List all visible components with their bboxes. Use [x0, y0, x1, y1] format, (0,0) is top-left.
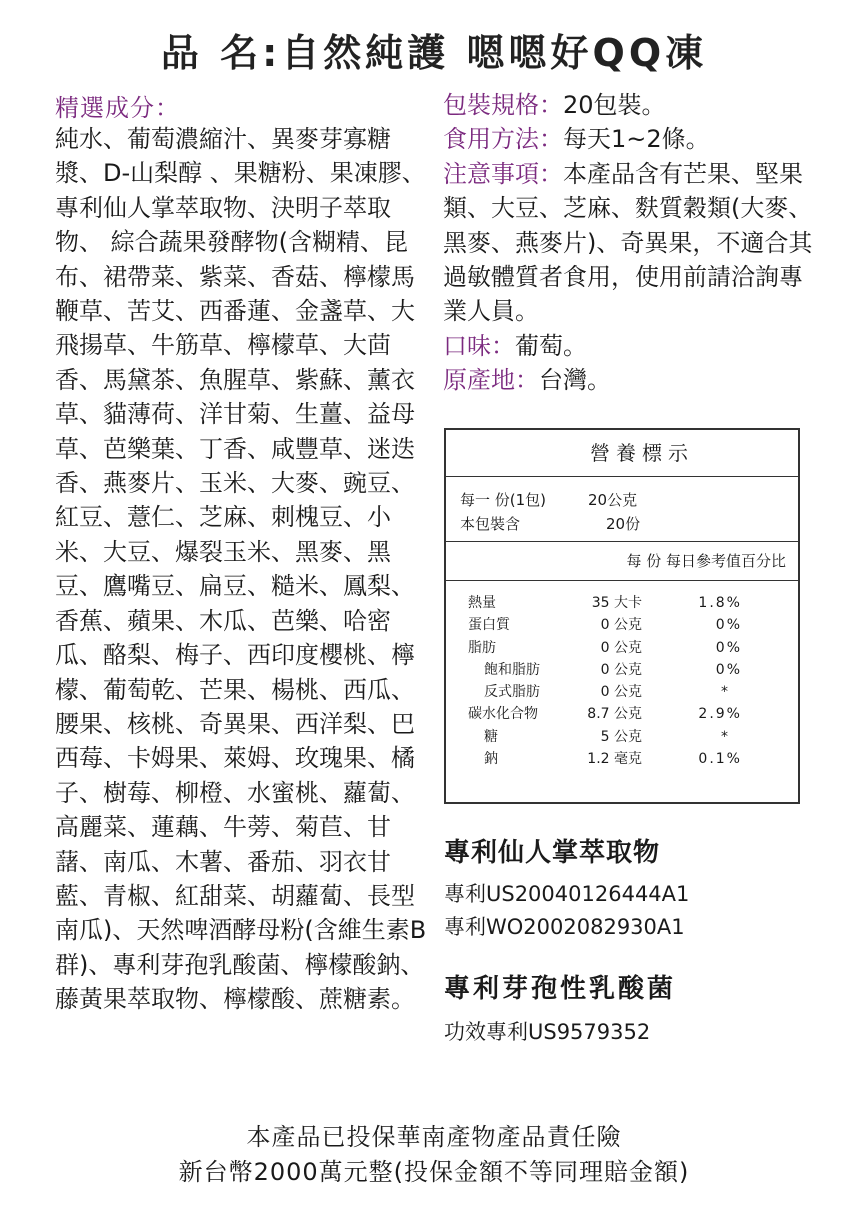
nutrition-row [446, 748, 798, 770]
flavor-label: 口味： [443, 331, 515, 360]
nutrient-amount: 8.7 公克 [587, 706, 642, 723]
serving-value: 20公克 [588, 491, 638, 509]
nutrient-name: 脂肪 [468, 639, 496, 656]
nutrition-row [446, 637, 798, 659]
nutrient-amount: 0 公克 [600, 639, 642, 656]
nutrient-name: 熱量 [468, 595, 496, 611]
spec-section [443, 88, 815, 398]
nutrient-daily-percent: * [721, 728, 730, 745]
ingredients-text: 純水、葡萄濃縮汁、異麥芽寡糖漿、D-山梨醇 、果糖粉、果凍膠、專利仙人掌萃取物、決明子萃取物、 綜合蔬果發酵物(含糊精、昆布、裙帶菜、紫菜、香菇、檸檬馬鞭草、苦艾、西番蓮、金盞草、大飛揚草、牛筋草、檸檬草、大茴香、馬黛茶、魚腥草、紫蘇、薰衣草、貓薄荷、洋甘菊、生薑、益母草、芭樂葉、丁香、咸豐草、迷迭香、燕麥片、玉米、大麥、豌豆、紅豆、薏仁、芝麻、刺槐豆、小米、大豆、爆裂玉米、黑麥、黑豆、鷹嘴豆、扁豆、糙米、鳳梨、香蕉、蘋果、木瓜、芭樂、哈密瓜、酪梨、梅子、西印度櫻桃、檸檬、葡萄乾、芒果、楊桃、西瓜、腰果、核桃、奇異果、西洋梨、巴西莓、卡姆果、萊姆、玫瑰果、橘子、樹莓、柳橙、水蜜桃、蘿蔔、高麗菜、蓮藕、牛蒡、菊苣、甘藷、南瓜、木薯、番茄、羽衣甘藍、青椒、紅甜菜、胡蘿蔔、長型南瓜)、天然啤酒酵母粉(含維生素B群)、專利芽孢乳酸菌、檸檬酸鈉、藤黃果萃取物、檸檬酸、蔗糖素。 [55, 125, 427, 1014]
nutrient-daily-percent: 0.1% [698, 751, 742, 768]
nutrient-name: 鈉 [484, 751, 498, 768]
ingredients-label: 精選成分： [55, 94, 180, 122]
notice-spec [443, 157, 815, 329]
nutrient-name: 糖 [484, 728, 498, 745]
nutrient-daily-percent: 0% [715, 661, 742, 678]
patent-number: 專利WO2002082930A1 [444, 915, 685, 939]
nutrient-daily-percent: 2.9% [698, 706, 742, 723]
nutrient-daily-percent: 0% [715, 639, 742, 656]
nutrient-daily-percent: * [721, 684, 730, 701]
pack-label: 本包裝含 [460, 515, 521, 533]
nutrition-rows [446, 592, 798, 770]
column-header: 每 份 每日參考值百分比 [626, 552, 786, 570]
nutrient-amount: 35 大卡 [591, 595, 642, 611]
notice-value: 本產品含有芒果、堅果類、大豆、芝麻、麩質穀類(大麥、黑麥、燕麥片)、奇異果，不適合其過敏體質者食用，使用前請洽詢專業人員。 [443, 159, 813, 326]
nutrient-amount: 0 公克 [600, 661, 642, 678]
nutrient-amount: 0 公克 [600, 617, 642, 634]
nutrition-title: 營養標示 [446, 430, 798, 477]
origin-value: 台灣。 [539, 366, 611, 395]
nutrition-row [446, 681, 798, 703]
nutrition-table [444, 428, 800, 804]
nutrient-daily-percent: 0% [715, 617, 742, 634]
divider [446, 580, 798, 581]
insurance-footer [0, 1120, 868, 1190]
insurance-line-1: 本產品已投保華南產物產品責任險 [246, 1123, 622, 1151]
nutrient-name: 蛋白質 [468, 617, 510, 634]
probiotic-patent-number: 功效專利US9579352 [444, 1020, 651, 1044]
cactus-patent-title: 專利仙人掌萃取物 [444, 838, 661, 868]
patent-number: 專利US20040126444A1 [444, 882, 690, 906]
nutrient-name: 飽和脂肪 [484, 661, 540, 678]
package-value: 20包裝。 [563, 91, 666, 119]
nutrient-amount: 5 公克 [600, 728, 642, 745]
nutrition-row [446, 614, 798, 636]
pack-value: 20份 [606, 515, 641, 533]
product-title: 品 名:自然純護 嗯嗯好QQ凍 [160, 31, 708, 75]
origin-label: 原產地： [443, 366, 539, 395]
nutrition-row [446, 659, 798, 681]
nutrition-row [446, 703, 798, 725]
usage-value: 每天1~2條。 [563, 125, 710, 154]
nutrient-daily-percent: 1.8% [698, 595, 742, 611]
usage-label: 食用方法： [443, 125, 563, 154]
notice-label: 注意事項： [443, 159, 563, 188]
nutrient-name: 碳水化合物 [468, 706, 538, 723]
flavor-value: 葡萄。 [515, 331, 587, 360]
nutrient-amount: 1.2 毫克 [587, 751, 642, 768]
usage-spec [443, 122, 815, 156]
insurance-line-2: 新台幣2000萬元整(投保金額不等同理賠金額) [178, 1158, 690, 1186]
serving-info [460, 488, 641, 536]
nutrient-amount: 0 公克 [600, 684, 642, 701]
nutrient-name: 反式脂肪 [484, 684, 540, 701]
package-label: 包裝規格： [443, 91, 563, 119]
cactus-patent-numbers [444, 878, 689, 944]
serving-label: 每一 份(1包) [460, 491, 547, 509]
nutrition-row [446, 592, 798, 614]
flavor-spec [443, 329, 815, 363]
package-spec [443, 88, 815, 122]
divider [446, 541, 798, 542]
probiotic-patent-title: 專利芽孢性乳酸菌 [444, 974, 677, 1004]
nutrition-row [446, 726, 798, 748]
origin-spec [443, 363, 815, 397]
